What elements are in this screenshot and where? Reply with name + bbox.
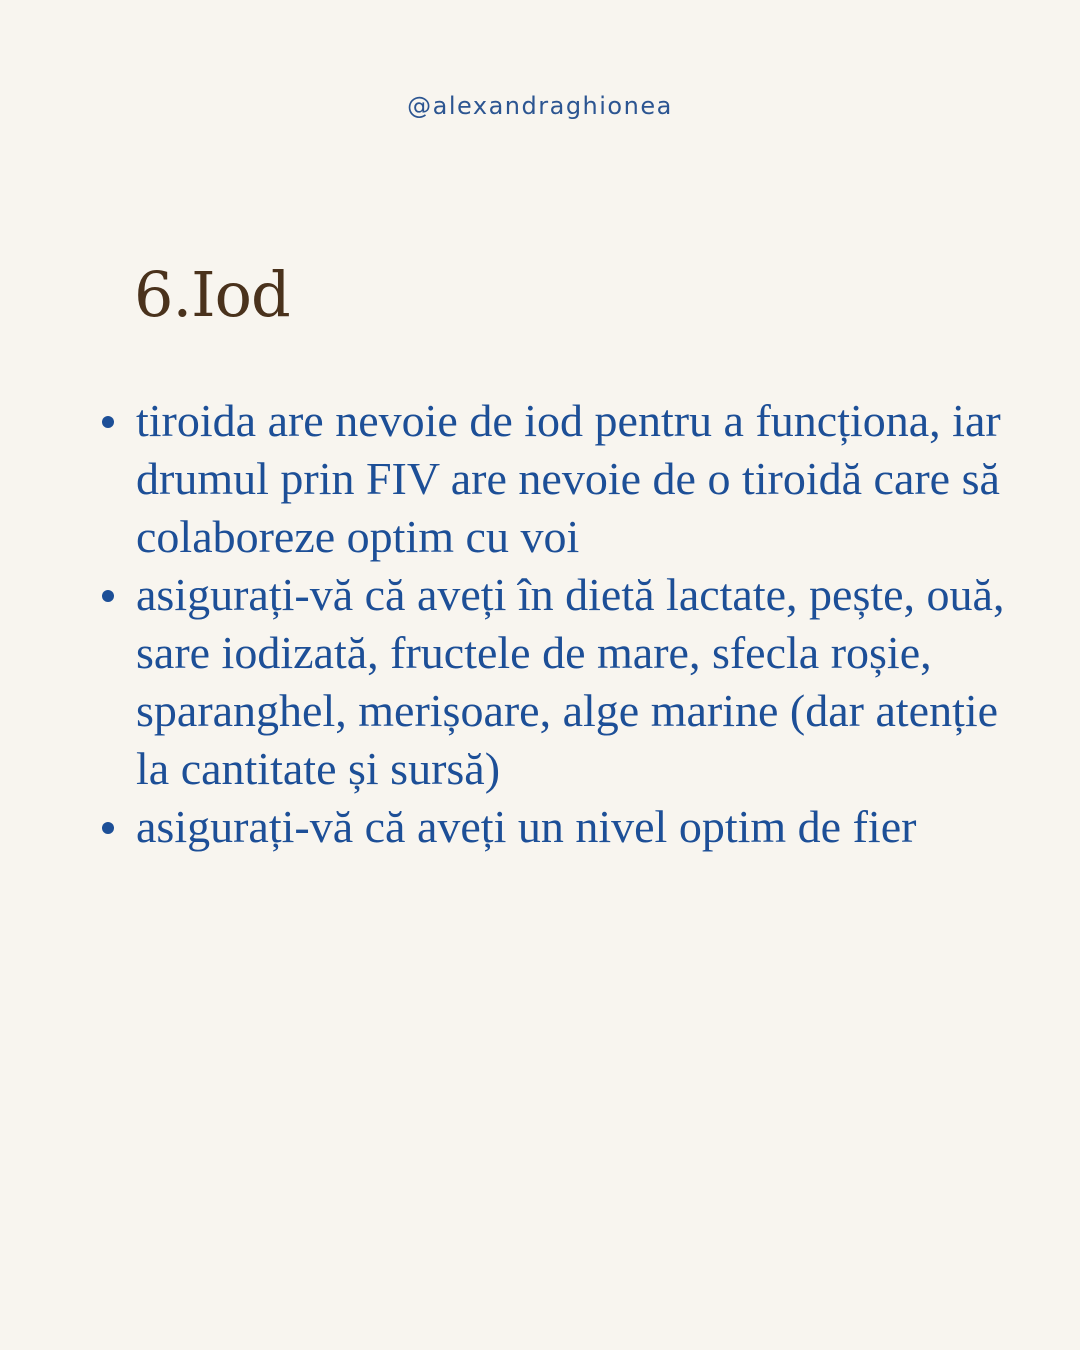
list-item-text: asigurați-vă că aveți în dietă lactate, pește, ouă, sare iodizată, fructele de mare, sfecla roșie, sparanghel, merișoare, alge marine (dar atenție la cantitate și sursă) — [136, 569, 1005, 794]
list-item — [96, 392, 1016, 566]
bullet-dot-icon — [102, 590, 114, 602]
author-handle: @alexandraghionea — [407, 92, 673, 120]
bullet-list — [96, 392, 1016, 856]
bullet-dot-icon — [102, 822, 114, 834]
list-item-text: asigurați-vă că aveți un nivel optim de fier — [136, 801, 917, 852]
page-title: 6.Iod — [134, 258, 290, 331]
list-item — [96, 566, 1016, 798]
bullet-dot-icon — [102, 416, 114, 428]
list-item-text: tiroida are nevoie de iod pentru a funcționa, iar drumul prin FIV are nevoie de o tiroidă care să colaboreze optim cu voi — [136, 395, 1001, 562]
list-item — [96, 798, 1016, 856]
